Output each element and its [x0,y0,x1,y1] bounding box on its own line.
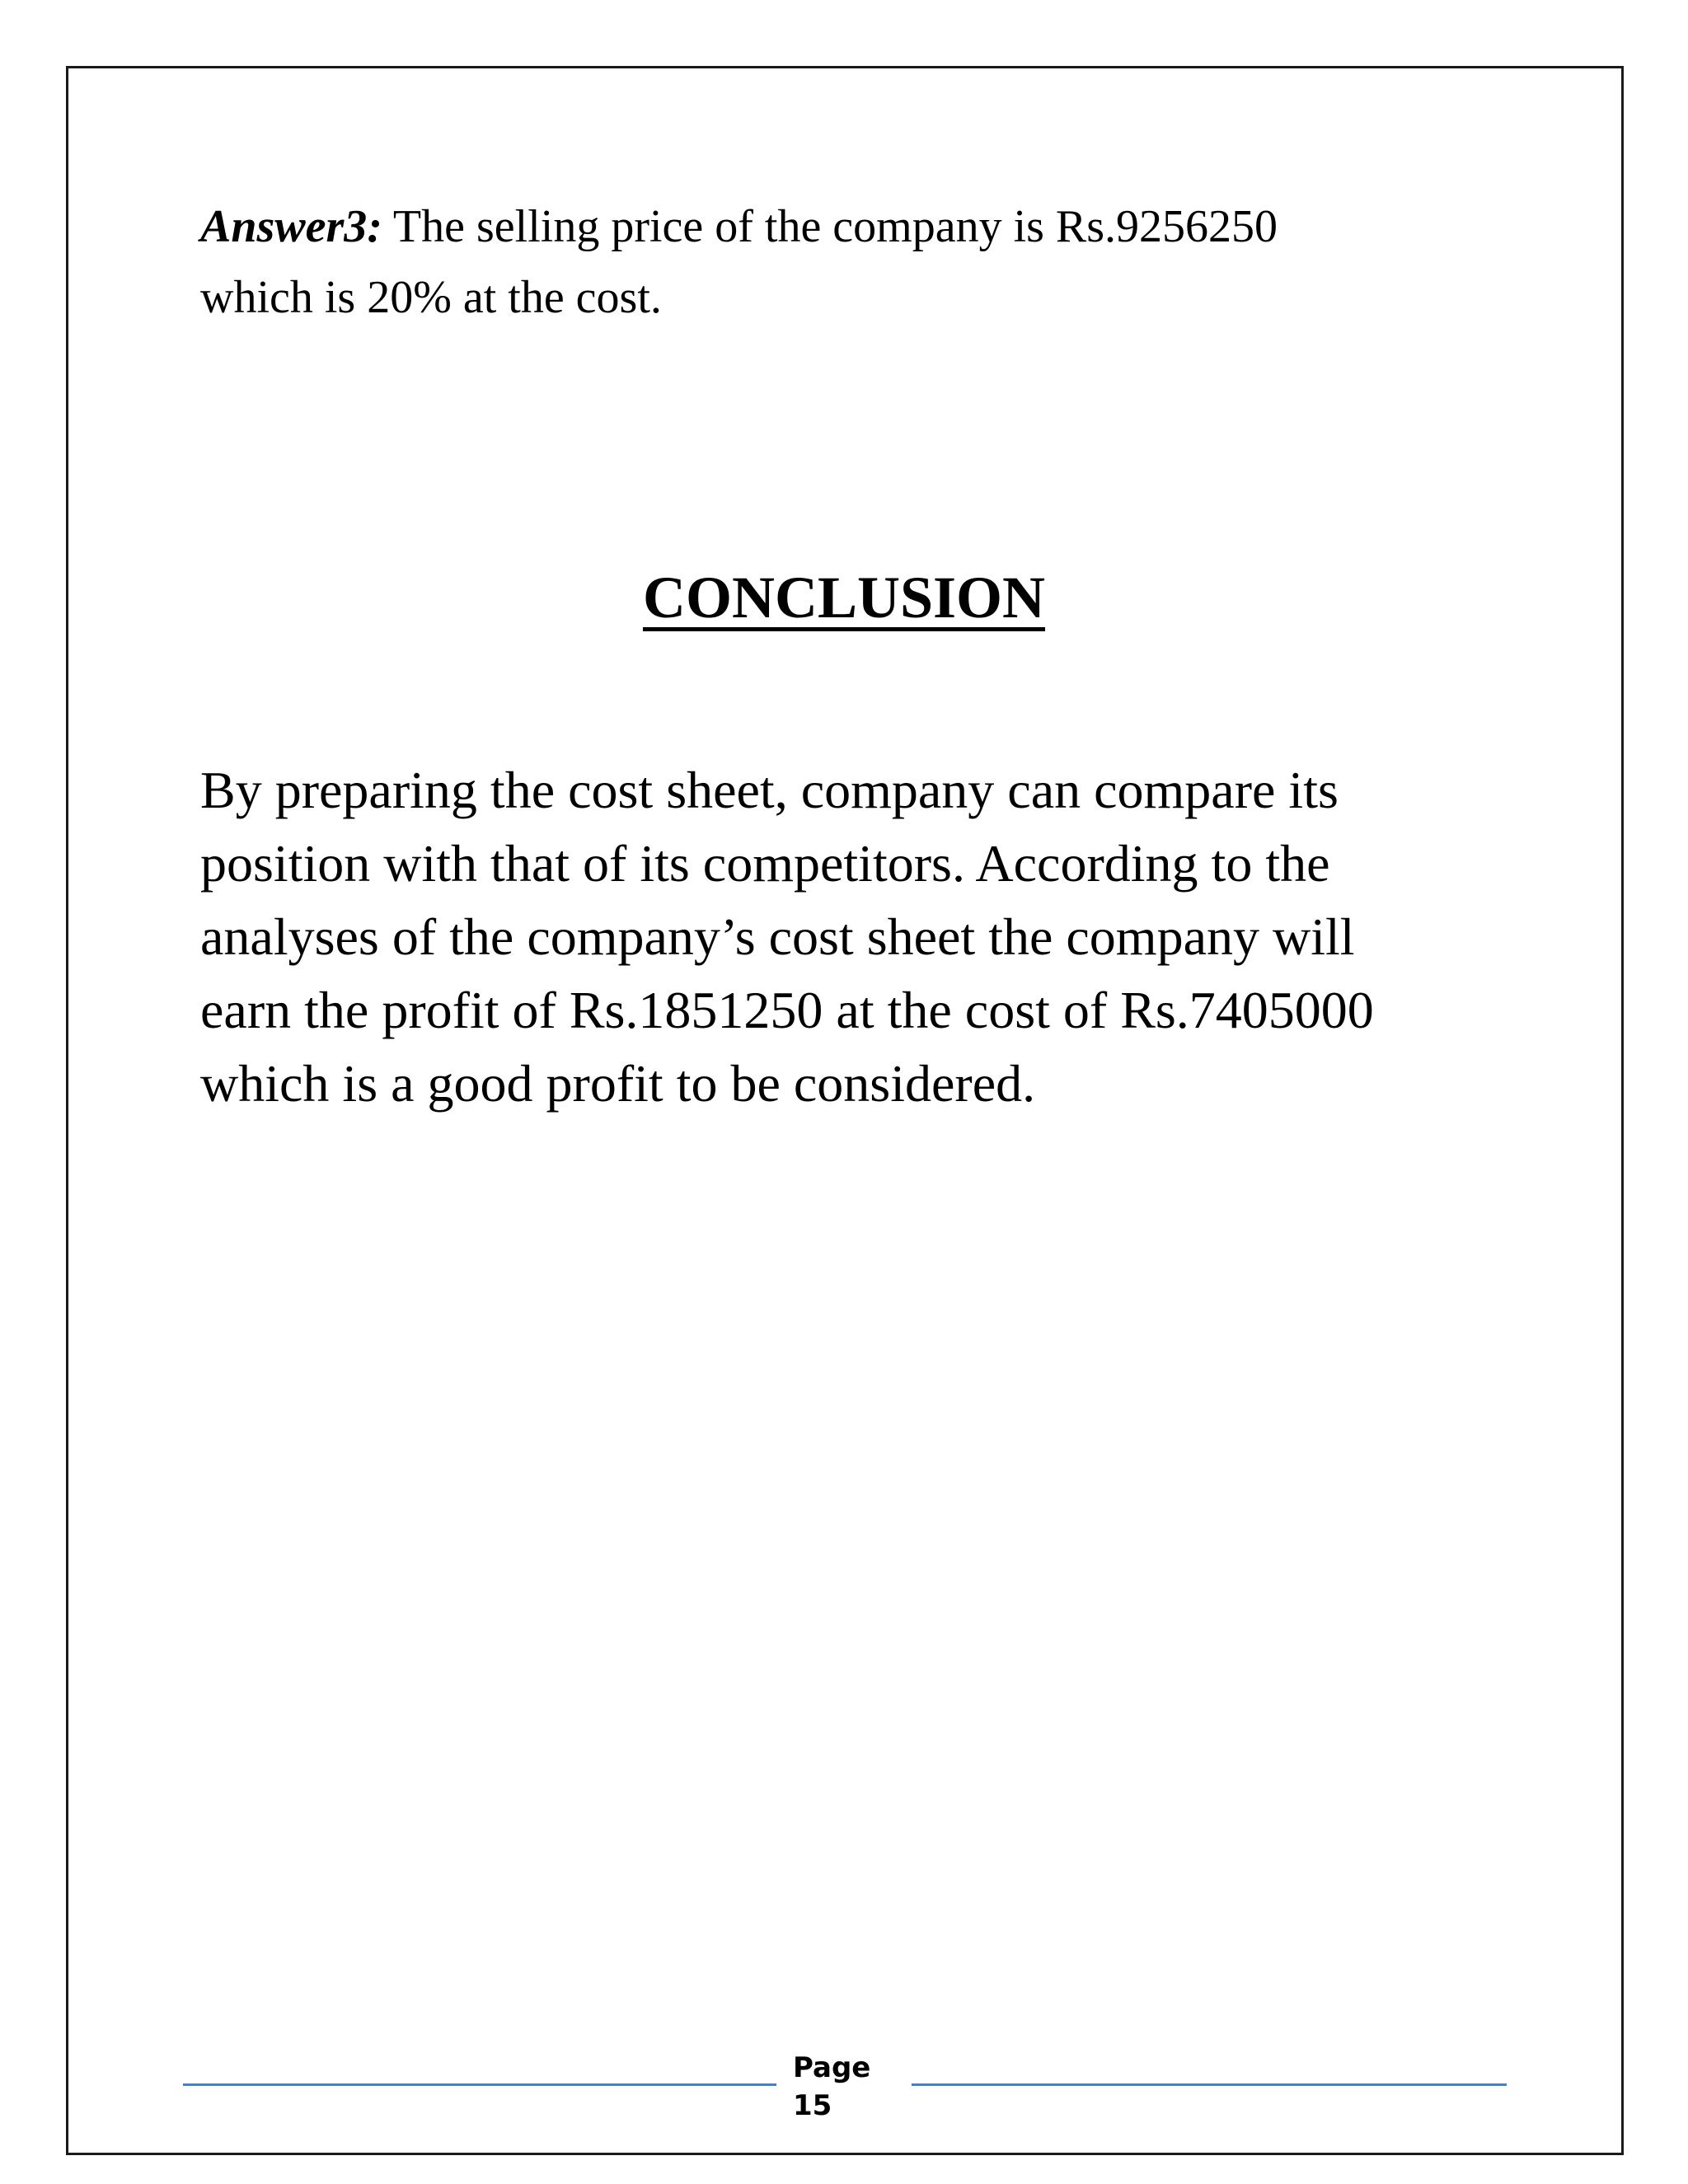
answer-text-line-2: which is 20% at the cost. [200,272,662,323]
page-number-label: Page [793,2051,871,2084]
answer-label: Answer3: [200,201,382,252]
conclusion-line: By preparing the cost sheet, company can compare its [200,761,1339,819]
conclusion-line: analyses of the company’s cost sheet the company will [200,907,1355,966]
conclusion-heading-text: CONCLUSION [642,565,1046,630]
conclusion-line: earn the profit of Rs.1851250 at the cost of Rs.7405000 [200,981,1374,1039]
footer-rule-left [183,2083,776,2086]
conclusion-paragraph [200,753,1486,1120]
answer-paragraph [200,191,1486,333]
page-number-value: 15 [793,2089,832,2122]
conclusion-line: which is a good profit to be considered. [200,1054,1036,1113]
footer-rule-right [912,2083,1507,2086]
page-number [793,2049,870,2125]
conclusion-line: position with that of its competitors. According to the [200,834,1330,893]
answer-text-line-1: The selling price of the company is Rs.9256250 [382,201,1278,252]
conclusion-heading [0,560,1688,635]
